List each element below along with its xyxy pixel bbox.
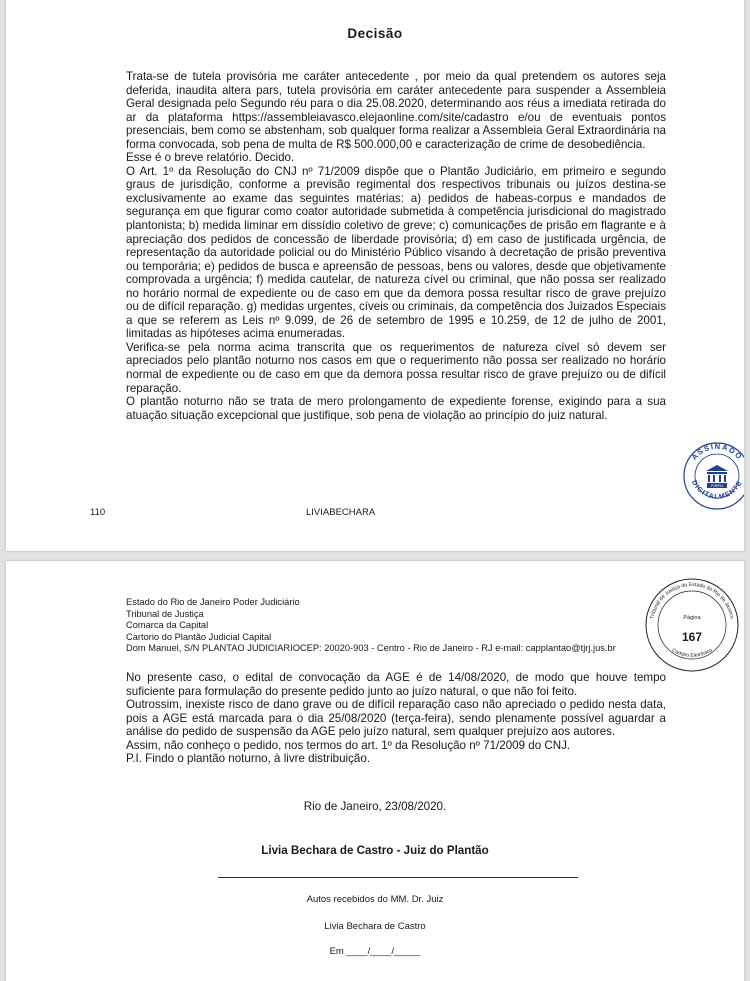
paragraph: No presente caso, o edital de convocação da AGE é de 14/08/2020, de modo que houve tempo suficiente para formulação do presente pedido junto ao juízo natural, o que não foi feito. — [126, 671, 666, 698]
seal-ring-top: Tribunal de Justiça do Estado do Rio de Janeiro — [649, 581, 735, 620]
paragraph: Verifica-se pela norma acima transcrita que os requerimentos de natureza cível só devem ser apreciados pelo plantão noturno nos casos em que o requerimento não possa ser realizado no horário normal de expediente ou de caso em que da demora possa resultar risco de grave prejuízo ou de difícil reparação. — [126, 340, 666, 395]
page-number-seal — [644, 577, 740, 673]
page-footer-number: 110 — [90, 507, 106, 518]
header-line: Dom Manuel, S/N PLANTAO JUDICIARIOCEP: 20020-903 - Centro - Rio de Janeiro - RJ e-mail: capplantao@tjrj.jus.br — [126, 643, 616, 654]
seal-icon — [682, 441, 744, 511]
date-blank-line: Em ____/____/_____ — [329, 946, 421, 957]
received-name: Livia Bechara de Castro — [324, 921, 426, 932]
paragraph: Esse é o breve relatório. Decido. — [126, 151, 295, 165]
paragraph: O Art. 1º da Resolução do CNJ nº 71/2009 dispõe que o Plantão Judiciário, em primeiro e segundo graus de jurisdição, conforme a previsão regimental dos respectivos tribunais ou juízos destina-se exclusivamente ao exame das seguintes matérias: a) pedidos de habeas-corpus e mandados de segurança em que figurar como coator autoridade submetida à competência jurisdicional do magistrado plantonista; b) medida liminar em dissídio coletivo de greve; c) comunicações de prisão em flagrante e à apreciação dos pedidos de concessão de liberdade provisória; d) em caso de justificada urgência, de representação da autoridade policial ou do Ministério Público visando à decretação de prisão preventiva ou temporária; e) pedidos de busca e apreensão de pessoas, bens ou valores, desde que objetivamente comprovada a urgência; f) medida cautelar, de natureza cível ou criminal, que não possa ser realizado no horário normal de expediente ou de caso em que da demora possa resultar risco de grave prejuízo ou de difícil reparação. g) medidas urgentes, cíveis ou criminais, da competência dos Juizados Especiais a que se referem as Leis nº 9.099, de 26 de setembro de 1995 e 10.259, de 12 de julho de 2001, limitadas as hipóteses acima enumeradas. — [126, 164, 666, 341]
header-line: Estado do Rio de Janeiro Poder Judiciário — [126, 597, 300, 607]
paragraph: Assim, não conheço o pedido, nos termos do art. 1º da Resolução nº 71/2009 do CNJ. — [126, 738, 571, 752]
header-line: Comarca da Capital — [126, 620, 209, 631]
court-header — [126, 597, 616, 655]
seal-logo-text: PJERJ — [710, 483, 724, 488]
paragraph: Trata-se de tutela provisória me caráter antecedente , por meio da qual pretendem os autores seja deferida, inaudita altera pars, tutela provisória em caráter antecedente para suspender a Assembleia Geral designada pelo Segundo réu para o dia 25.08.2020, determinando aos réus a imediata retirada do ar da plataforma https://assembleiavasco.elejaonline.com/site/cadastro e/ou de eventuais pontos presenciais, bem como se abstenham, sob qualquer forma realizar a Assembleia Geral Extraordinária na forma convocada, sob pena de multa de R$ 500.000,00 e caracterização de crime de desobediência. — [126, 70, 666, 151]
header-line: Cartorio do Plantão Judicial Capital — [126, 631, 272, 642]
svg-text:Tribunal de Justiça do Estado — [649, 582, 734, 620]
document-page-1 — [6, 0, 744, 551]
seal-page-number: 167 — [681, 630, 703, 644]
decision-date: Rio de Janeiro, 23/08/2020. — [303, 800, 447, 813]
seal-bottom-text: DIGITALMENTE — [689, 479, 744, 501]
paragraph: Outrossim, inexiste risco de dano grave ou de difícil reparação caso não apreciado o pedido nesta data, pois a AGE está marcada para o dia 25/08/2020 (terça-feira), sendo plenamente possível aguardar a análise do pedido de suspensão da AGE pelo juízo natural, sem qualquer prejuízo aos autores. — [126, 698, 666, 739]
svg-text:ASSINADO — [690, 442, 744, 462]
judge-signature: Livia Bechara de Castro - Juiz do Plantão — [261, 844, 489, 857]
seal-ring-icon — [644, 577, 740, 673]
seal-page-label: Página — [683, 615, 701, 621]
seal-ring-bottom: Cartório Eletrônico — [670, 647, 714, 659]
svg-text:Cartório Eletrônico — [671, 647, 714, 658]
seal-top-text: ASSINADO — [689, 441, 744, 462]
header-line: Tribunal de Justiça — [126, 608, 204, 619]
document-page-2 — [6, 561, 744, 981]
decision-body — [126, 70, 666, 422]
decision-body-continued — [126, 671, 666, 766]
decision-title: Decisão — [347, 26, 403, 41]
signature-line — [218, 877, 578, 878]
paragraph: O plantão noturno não se trata de mero prolongamento de expediente forense, exigindo para a sua atuação situação excepcional que justifique, sob pena de violação ao princípio do juiz natural. — [126, 395, 666, 422]
page-footer-signer: LIVIABECHARA — [306, 507, 376, 518]
paragraph: P.I. Findo o plantão noturno, à livre distribuição. — [126, 752, 371, 766]
received-note: Autos recebidos do MM. Dr. Juiz — [306, 894, 444, 905]
digital-signature-seal — [682, 441, 744, 511]
